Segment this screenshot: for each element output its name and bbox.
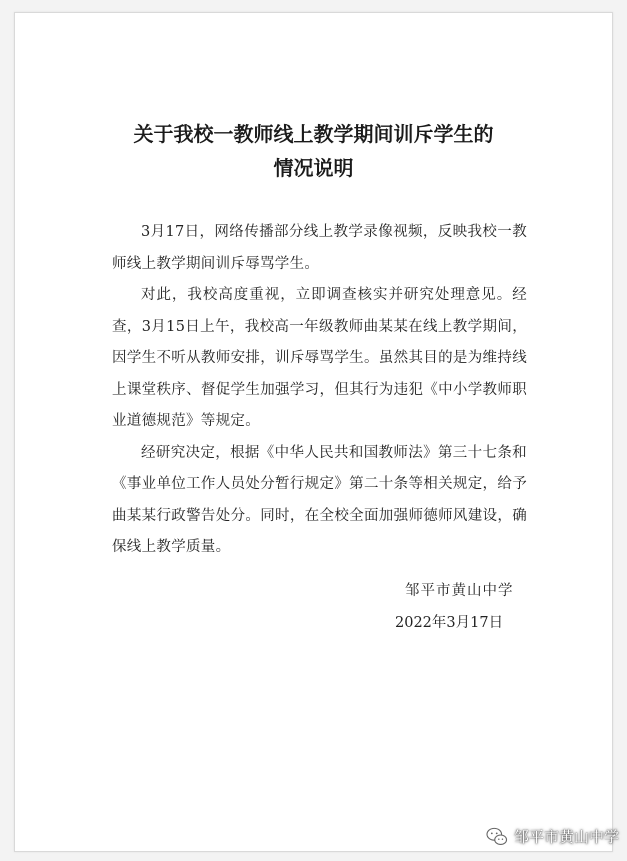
- paragraph-1: 3月17日，网络传播部分线上教学录像视频，反映我校一教师线上教学期间训斥辱骂学生。: [112, 224, 527, 272]
- signature-date: 2022年3月17日: [395, 615, 504, 631]
- signature-org: 邹平市黄山中学: [405, 583, 514, 599]
- document-page: [14, 12, 613, 852]
- paragraph-3: 经研究决定，根据《中华人民共和国教师法》第三十七条和《事业单位工作人员处分暂行规定》第二十条等相关规定，给予曲某某行政警告处分。同时，在全校全面加强师德师风建设，确保线上教学质量。: [112, 444, 527, 555]
- paragraph-2: 对此，我校高度重视，立即调查核实并研究处理意见。经查，3月15日上午，我校高一年级教师曲某某在线上教学期间，因学生不听从教师安排，训斥辱骂学生。虽然其目的是为维持线上课堂秩序、督促学生加强学习，但其行为违犯《中小学教师职业道德规范》等规定。: [112, 287, 527, 429]
- signature-block: [395, 575, 545, 639]
- wechat-watermark: [486, 826, 619, 847]
- title-line-2: 情况说明: [273, 156, 354, 180]
- document-body: [112, 217, 527, 564]
- document-title: [15, 117, 612, 185]
- wechat-icon: [486, 827, 508, 847]
- watermark-text: 邹平市黄山中学: [513, 828, 619, 846]
- title-line-1: 关于我校一教师线上教学期间训斥学生的: [133, 122, 494, 146]
